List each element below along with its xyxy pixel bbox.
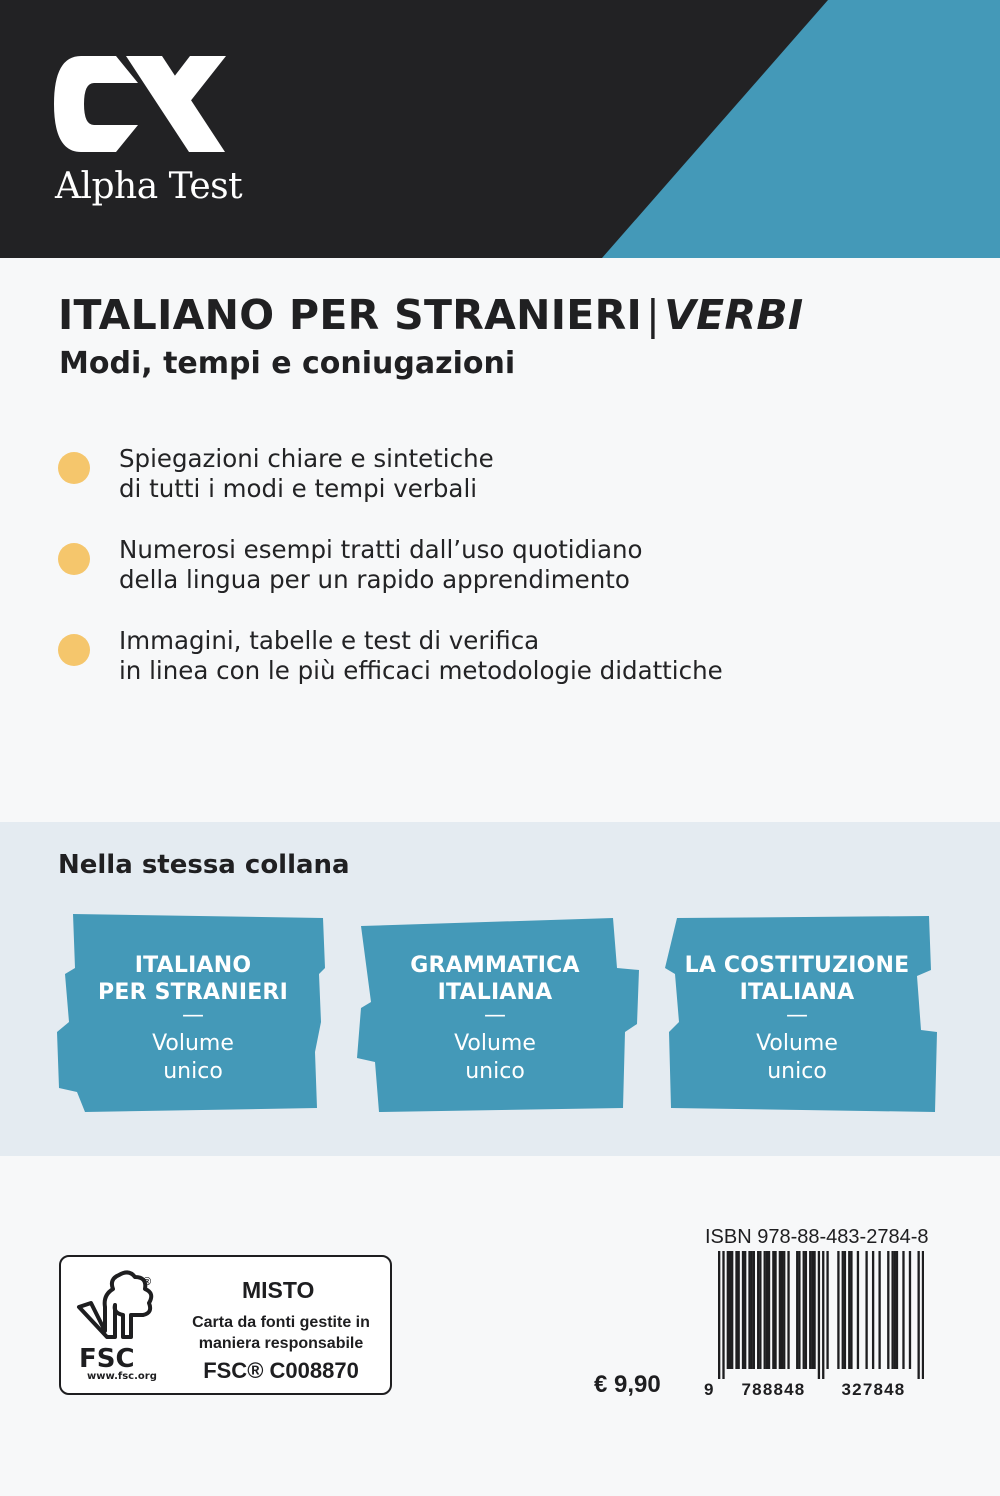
cover-header [0,0,1000,258]
fsc-tree-logo-icon [73,1267,165,1371]
barcode-bar [922,1251,924,1379]
series-book-card [357,912,647,1117]
barcode-bar [822,1251,824,1379]
barcode-bar [738,1251,740,1369]
barcode-bar [783,1251,785,1369]
barcode-bar [753,1251,755,1369]
feature-text [119,535,643,595]
barcode-bar [729,1251,731,1369]
feature-line: della lingua per un rapido apprendimento [119,565,630,594]
feature-line: Numerosi esempi tratti dall’uso quotidiano [119,535,643,564]
barcode-bar [878,1251,880,1369]
brand-name: Alpha Test [55,166,243,207]
barcode-bar [891,1251,893,1369]
barcode-bar [768,1251,770,1369]
barcode-bar [857,1251,859,1369]
card-title [357,952,633,1006]
feature-line: Immagini, tabelle e test di verifica [119,626,540,655]
barcode-bar [798,1251,800,1369]
barcode-bar [772,1251,774,1369]
barcode-bar [909,1251,911,1369]
alpha-test-logo-icon [54,56,230,152]
card-sub-line: Volume [454,1031,536,1056]
barcode-bar [718,1251,720,1379]
series-section [0,822,1000,1156]
card-dash: — [182,1003,204,1028]
card-subtitle [659,1030,935,1086]
card-sub-line: unico [767,1059,827,1084]
barcode-bar [826,1251,828,1369]
price: € 9,90 [594,1371,661,1398]
barcode-bar [764,1251,766,1369]
title-emphasis: VERBI [664,291,804,339]
barcode-bar [894,1251,896,1369]
barcode-bar [813,1251,815,1369]
barcode-bar [731,1251,733,1369]
fsc-website: www.fsc.org [87,1371,157,1382]
card-subtitle [55,1030,331,1086]
series-book-card [659,912,949,1117]
barcode-bar [781,1251,783,1369]
barcode-bar [722,1251,724,1379]
barcode-bar [844,1251,846,1369]
barcode-bar [742,1251,744,1369]
fsc-certification-label [59,1255,392,1395]
barcode-bar [744,1251,746,1369]
barcode-bar [796,1251,798,1369]
card-sub-line: Volume [152,1031,234,1056]
card-subtitle [357,1030,633,1086]
barcode-bar [759,1251,761,1369]
barcode-bar [751,1251,753,1369]
card-sub-line: Volume [756,1031,838,1056]
fsc-mix-label: MISTO [242,1277,315,1303]
barcode-bar [735,1251,737,1369]
card-title-line: ITALIANO [134,953,252,978]
fsc-description-line: maniera responsabile [198,1335,364,1352]
series-book-card [55,912,345,1117]
barcode-bar [902,1251,904,1369]
barcode-bar [803,1251,805,1369]
barcode-bar [842,1251,844,1369]
barcode-bar [748,1251,750,1369]
barcode-bar [727,1251,729,1369]
barcode-bar [865,1251,867,1369]
title-main: ITALIANO PER STRANIERI [58,291,643,339]
barcode-bar [779,1251,781,1369]
book-title [58,291,803,339]
card-title [55,952,331,1006]
barcode-bar [818,1251,820,1379]
card-dash: — [786,1003,808,1028]
feature-line: Spiegazioni chiare e sintetiche [119,444,494,473]
barcode-left-digits: 788848 [741,1380,806,1399]
barcode-bar [837,1251,839,1369]
barcode-bar [872,1251,874,1369]
barcode-bar [766,1251,768,1369]
barcode-bar [787,1251,789,1369]
card-title-line: GRAMMATICA [410,953,580,978]
bullet-dot-icon [58,452,90,484]
barcode-bar [848,1251,850,1369]
card-sub-line: unico [163,1059,223,1084]
fsc-logo-text: FSC [79,1344,135,1371]
barcode-bar [757,1251,759,1369]
bullet-dot-icon [58,543,90,575]
title-separator: | [646,291,661,339]
isbn: ISBN 978-88-483-2784-8 [705,1226,929,1248]
barcode-bar [887,1251,889,1369]
barcode-bar [850,1251,852,1369]
barcode-right-digits: 327848 [841,1380,906,1399]
isbn-barcode [718,1251,924,1379]
card-title-line: LA COSTITUZIONE [684,953,910,978]
feature-text [119,444,494,504]
card-dash: — [484,1003,506,1028]
barcode-bar [774,1251,776,1369]
fsc-description [181,1312,381,1354]
card-title-line: ITALIANA [437,980,553,1005]
card-title [659,952,935,1006]
svg-text:®: ® [143,1276,152,1288]
barcode-bar [917,1251,919,1379]
barcode-first-digit: 9 [704,1380,714,1399]
barcode-bar [896,1251,898,1369]
card-title-line: ITALIANA [739,980,855,1005]
fsc-description-line: Carta da fonti gestite in [192,1314,370,1331]
barcode-bar [809,1251,811,1369]
feature-text [119,626,723,686]
card-sub-line: unico [465,1059,525,1084]
barcode-bar [811,1251,813,1369]
card-title-line: PER STRANIERI [98,980,288,1005]
barcode-bar [805,1251,807,1369]
fsc-license-code: FSC® C008870 [203,1358,359,1383]
feature-line: in linea con le più efficaci metodologie didattiche [119,656,723,685]
bullet-dot-icon [58,634,90,666]
series-heading: Nella stessa collana [58,850,350,880]
feature-line: di tutti i modi e tempi verbali [119,474,478,503]
book-subtitle: Modi, tempi e coniugazioni [59,346,516,381]
